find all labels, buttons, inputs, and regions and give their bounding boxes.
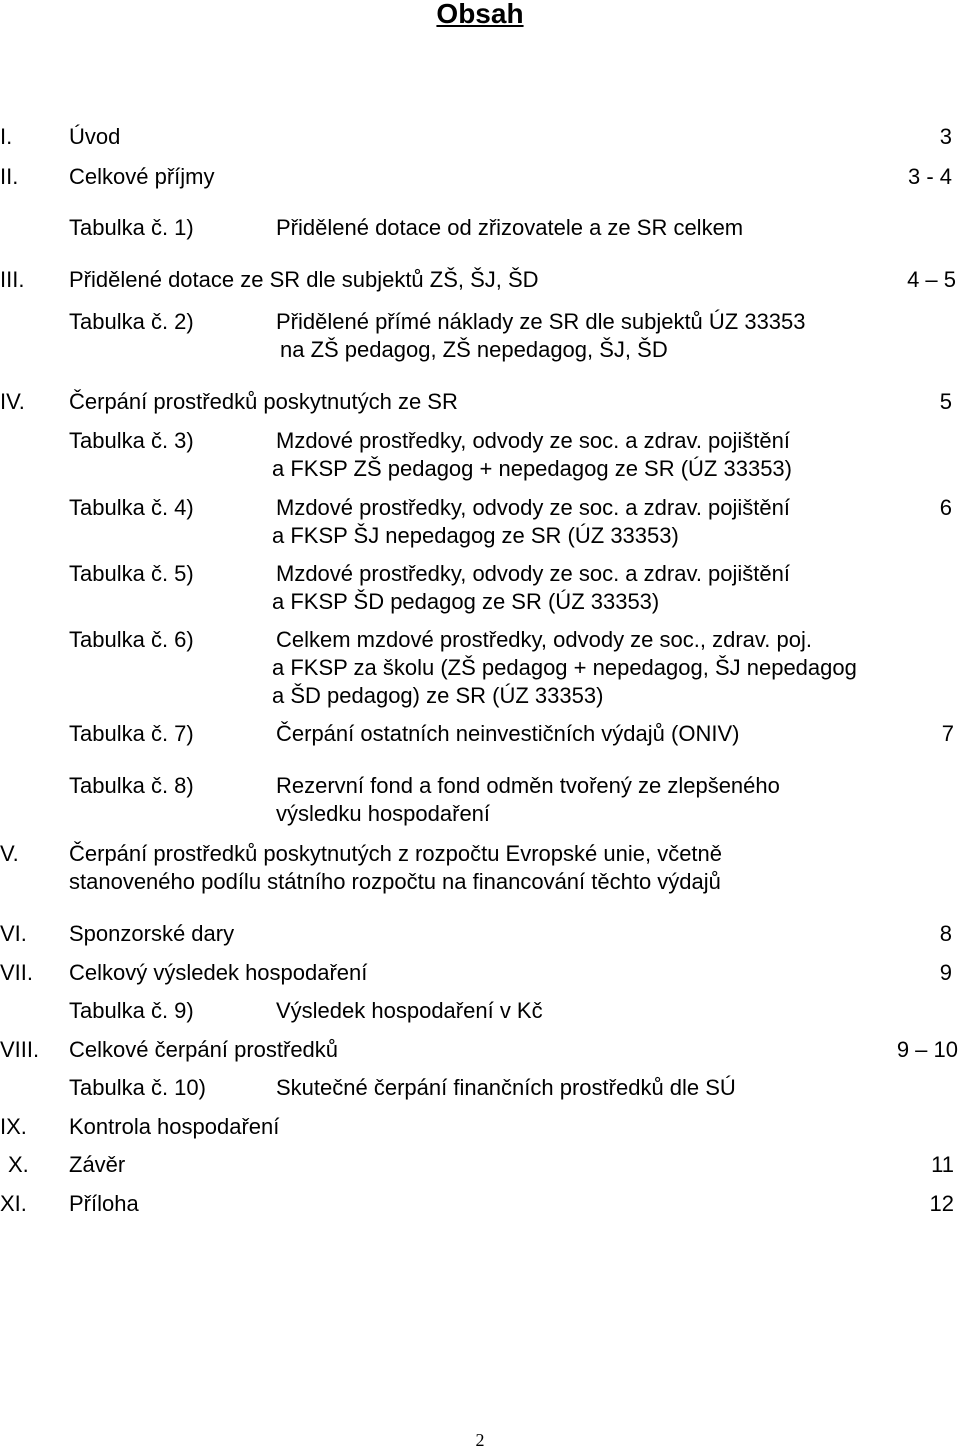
toc-num-v: V. [0,841,19,866]
toc-label-eu-line1: Čerpání prostředků poskytnutých z rozpočtu Evropské unie, včetně [69,841,723,866]
toc-page-celkove-cerpani: 9 – 10 [896,1037,958,1062]
toc-label-celkove-cerpani: Celkové čerpání prostředků [69,1037,339,1062]
toc-label-sponzorske-dary: Sponzorské dary [69,921,235,946]
table-ref-10: Tabulka č. 10) [69,1075,206,1100]
table-desc-4-line2: a FKSP ŠJ nepedagog ze SR (ÚZ 33353) [272,523,679,548]
toc-num-xi: XI. [0,1191,27,1216]
toc-page-sponzorske-dary: 8 [939,921,952,946]
table-ref-1: Tabulka č. 1) [69,215,194,240]
table-desc-9: Výsledek hospodaření v Kč [276,998,543,1023]
table-desc-4-line1: Mzdové prostředky, odvody ze soc. a zdrav. pojištění [276,495,790,520]
table-desc-3-line2: a FKSP ZŠ pedagog + nepedagog ze SR (ÚZ 33353) [272,456,792,481]
toc-num-x: X. [8,1152,29,1177]
table-ref-2: Tabulka č. 2) [69,309,194,334]
toc-page-uvod: 3 [939,124,952,149]
toc-num-iii: III. [0,267,25,292]
table-desc-2-line2: na ZŠ pedagog, ZŠ nepedagog, ŠJ, ŠD [280,337,668,362]
table-desc-6-line1: Celkem mzdové prostředky, odvody ze soc., zdrav. poj. [276,627,812,652]
toc-label-kontrola: Kontrola hospodaření [69,1114,280,1139]
table-desc-6-line2: a FKSP za školu (ZŠ pedagog + nepedagog, ŠJ nepedagog [272,655,857,680]
table-ref-6: Tabulka č. 6) [69,627,194,652]
table-desc-8-line2: výsledku hospodaření [276,801,491,826]
page-number: 2 [475,1430,485,1450]
table-ref-8: Tabulka č. 8) [69,773,194,798]
toc-page-pridelene-dotace: 4 – 5 [907,267,956,292]
table-desc-8-line1: Rezervní fond a fond odměn tvořený ze zlepšeného [276,773,780,798]
table-page-4: 6 [939,495,952,520]
toc-num-ix: IX. [0,1114,27,1139]
toc-label-zaver: Závěr [69,1152,126,1177]
toc-page-priloha: 12 [929,1191,954,1216]
table-desc-7: Čerpání ostatních neinvestičních výdajů (ONIV) [276,721,740,746]
toc-label-celkove-prijmy: Celkové příjmy [69,164,215,189]
table-desc-5-line2: a FKSP ŠD pedagog ze SR (ÚZ 33353) [272,589,660,614]
table-page-7: 7 [941,721,954,746]
toc-label-eu-line2: stanoveného podílu státního rozpočtu na financování těchto výdajů [69,869,721,894]
toc-label-priloha: Příloha [69,1191,139,1216]
toc-label-pridelene-dotace: Přidělené dotace ze SR dle subjektů ZŠ, ŠJ, ŠD [69,267,539,292]
toc-page-vysledek: 9 [939,960,952,985]
toc-label-uvod: Úvod [69,124,121,149]
page-title: Obsah [436,0,524,29]
table-desc-5-line1: Mzdové prostředky, odvody ze soc. a zdrav. pojištění [276,561,790,586]
table-desc-3-line1: Mzdové prostředky, odvody ze soc. a zdrav. pojištění [276,428,790,453]
toc-page-cerpani-sr: 5 [939,389,952,414]
table-desc-10: Skutečné čerpání finančních prostředků dle SÚ [276,1075,736,1100]
toc-page-zaver: 11 [931,1152,954,1177]
table-desc-2-line1: Přidělené přímé náklady ze SR dle subjektů ÚZ 33353 [276,309,806,334]
toc-num-vii: VII. [0,960,34,985]
table-ref-5: Tabulka č. 5) [69,561,194,586]
table-ref-9: Tabulka č. 9) [69,998,194,1023]
table-ref-3: Tabulka č. 3) [69,428,194,453]
toc-num-vi: VI. [0,921,27,946]
table-ref-7: Tabulka č. 7) [69,721,194,746]
table-desc-6-line3: a ŠD pedagog) ze SR (ÚZ 33353) [272,683,604,708]
table-desc-1: Přidělené dotace od zřizovatele a ze SR celkem [276,215,744,240]
toc-num-i: I. [0,124,13,149]
toc-label-vysledek: Celkový výsledek hospodaření [69,960,368,985]
toc-num-ii: II. [0,164,19,189]
table-ref-4: Tabulka č. 4) [69,495,194,520]
toc-num-iv: IV. [0,389,25,414]
toc-label-cerpani-sr: Čerpání prostředků poskytnutých ze SR [69,389,458,414]
toc-page-celkove-prijmy: 3 - 4 [907,164,952,189]
toc-num-viii: VIII. [0,1037,40,1062]
